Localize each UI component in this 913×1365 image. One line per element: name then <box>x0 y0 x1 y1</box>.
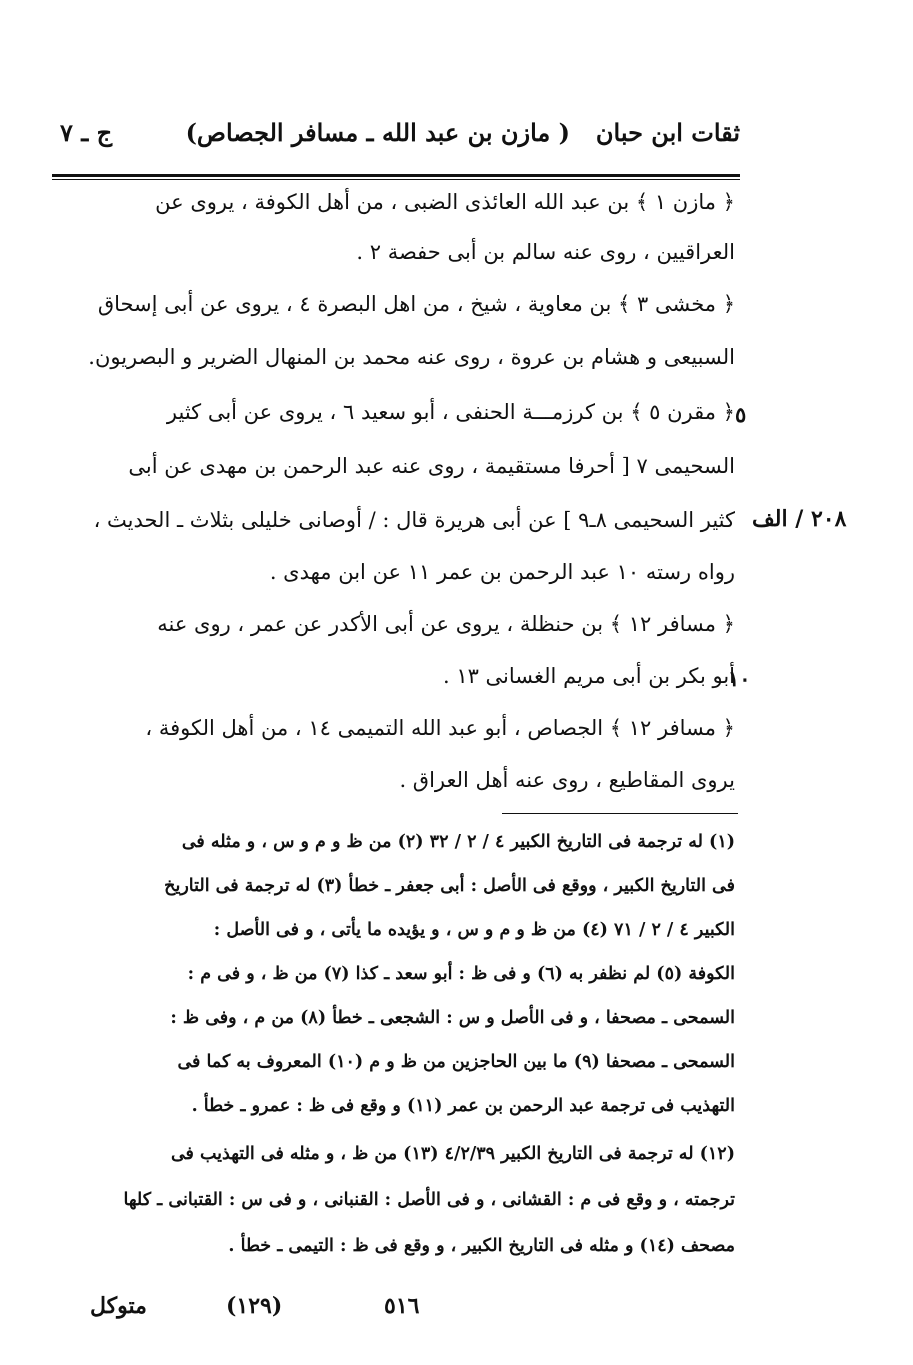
running-header <box>60 114 740 164</box>
body-line: السحيمى ٧ [ أحرفا مستقيمة ، روى عنه عبد الرحمن بن مهدى عن أبى <box>128 454 735 478</box>
page-number: ٥١٦ <box>384 1293 420 1319</box>
body-line: كثير السحيمى ٨ـ٩ ] عن أبى هريرة قال : / أوصانى خليلى بثلاث ـ الحديث ، <box>93 508 735 532</box>
header-rule-thin <box>52 179 740 180</box>
printer-mark: متوكل <box>90 1293 147 1319</box>
footnote-line: (١) له ترجمة فى التاريخ الكبير ٤ / ٢ / ٣٢ (٢) من ظ و م و س ، و مثله فى <box>181 832 735 852</box>
volume-number: ج ـ ٧ <box>60 118 113 147</box>
footnote-line: الكوفة (٥) لم نظفر به (٦) و فى ظ : أبو سعد ـ كذا (٧) من ظ ، و فى م : <box>187 964 735 984</box>
footnote-line: الكبير ٤ / ٢ / ٧١ (٤) من ظ و م و س ، و يؤيده ما يأتى ، و فى الأصل : <box>213 920 735 940</box>
footnote-line: فى التاريخ الكبير ، ووقع فى الأصل : أبى جعفر ـ خطأ (٣) له ترجمة فى التاريخ <box>164 876 735 896</box>
footnote-line: السمحى ـ مصحفا ، و فى الأصل و س : الشجعى ـ خطأ (٨) من م ، وفى ظ : <box>170 1008 735 1028</box>
line-number-10: ١٠ <box>728 666 751 691</box>
body-line: ﴿ مازن ١ ﴾ بن عبد الله العائذى الضبى ، من أهل الكوفة ، يروى عن <box>155 190 735 214</box>
footnote-line: ترجمته ، و وقع فى م : القشانى ، و فى الأصل : القنبانى ، و فى س : القتبانى ـ كلها <box>123 1190 735 1210</box>
footnote-separator <box>502 813 738 814</box>
line-number-5: ٥ <box>735 402 747 427</box>
footnote-line: مصحف (١٤) و مثله فى التاريخ الكبير ، و وقع فى ظ : التيمى ـ خطأ . <box>228 1236 735 1256</box>
margin-folio-note: ٢٠٨ / الف <box>752 506 847 532</box>
body-line: يروى المقاطيع ، روى عنه أهل العراق . <box>399 768 735 792</box>
signature-number: (١٢٩) <box>226 1293 283 1319</box>
body-line: ﴿ مقرن ٥ ﴾ بن كرزمـــة الحنفى ، أبو سعيد ٦ ، يروى عن أبى كثير <box>166 400 735 424</box>
footnote-line: (١٢) له ترجمة فى التاريخ الكبير ٤/٢/٣٩ (١٣) من ظ ، و مثله فى التهذيب فى <box>170 1144 735 1164</box>
book-title: ثقات ابن حبان <box>595 118 740 147</box>
body-line: ﴿ مسافر ١٢ ﴾ بن حنظلة ، يروى عن أبى الأكدر عن عمر ، روى عنه <box>157 612 735 636</box>
body-line: ﴿ مسافر ١٢ ﴾ الجصاص ، أبو عبد الله التميمى ١٤ ، من أهل الكوفة ، <box>145 716 735 740</box>
body-line: العراقيين ، روى عنه سالم بن أبى حفصة ٢ . <box>356 240 735 264</box>
header-rule-thick <box>52 174 740 177</box>
footnote-line: السمحى ـ مصحفا (٩) ما بين الحاجزين من ظ و م (١٠) المعروف به كما فى <box>177 1052 735 1072</box>
body-line: السبيعى و هشام بن عروة ، روى عنه محمد بن المنهال الضرير و البصريون. <box>88 345 735 369</box>
section-title: ( مازن بن عبد الله ـ مسافر الجصاص) <box>185 118 570 147</box>
body-line: أبو بكر بن أبى مريم الغسانى ١٣ . <box>442 664 735 688</box>
footnote-line: التهذيب فى ترجمة عبد الرحمن بن عمر (١١) و وقع فى ظ : عمرو ـ خطأ . <box>191 1096 735 1116</box>
body-line: رواه رسته ١٠ عبد الرحمن بن عمر ١١ عن ابن مهدى . <box>269 560 735 584</box>
body-line: ﴿ مخشى ٣ ﴾ بن معاوية ، شيخ ، من اهل البصرة ٤ ، يروى عن أبى إسحاق <box>97 292 735 316</box>
